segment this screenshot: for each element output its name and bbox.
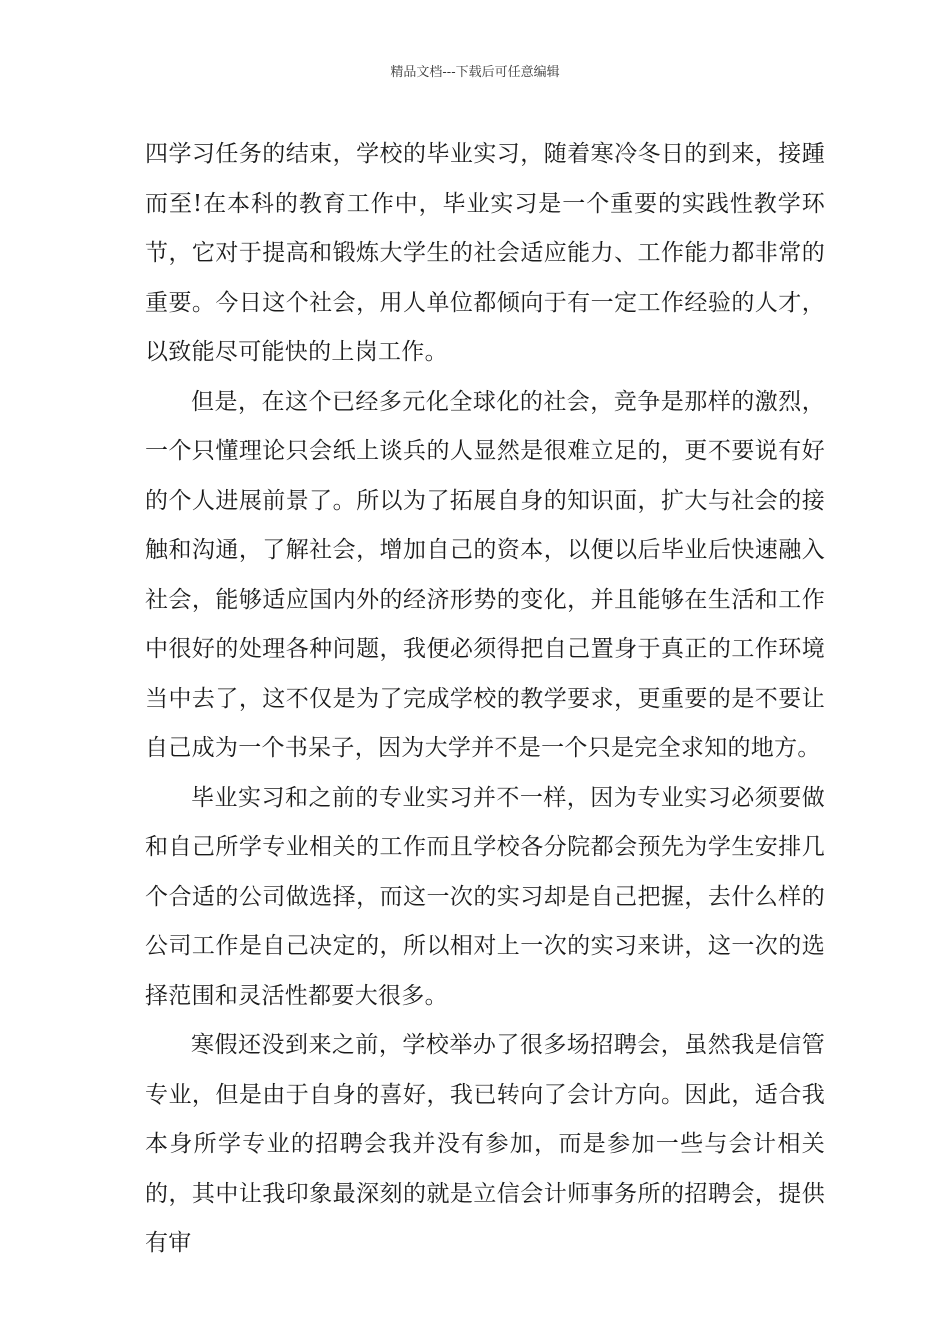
paragraph-4: 寒假还没到来之前，学校举办了很多场招聘会，虽然我是信管专业，但是由于自身的喜好，我已转向了会计方向。因此，适合我本身所学专业的招聘会我并没有参加，而是参加一些与会计相关的，其中让我印象最深刻的就是立信会计师事务所的招聘会，提供有审 [145,1032,825,1256]
paragraph-3: 毕业实习和之前的专业实习并不一样，因为专业实习必须要做和自己所学专业相关的工作而且学校各分院都会预先为学生安排几个合适的公司做选择，而这一次的实习却是自己把握，去什么样的公司工作是自己决定的，所以相对上一次的实习来讲，这一次的选择范围和灵活性都要大很多。 [145,784,825,1009]
paragraph-1: 四学习任务的结束，学校的毕业实习，随着寒冷冬日的到来，接踵而至!在本科的教育工作中，毕业实习是一个重要的实践性教学环节，它对于提高和锻炼大学生的社会适应能力、工作能力都非常的重要。今日这个社会，用人单位都倾向于有一定工作经验的人才，以致能尽可能快的上岗工作。 [145,141,825,365]
page-header: 精品文档---下载后可任意编辑 [390,65,560,80]
paragraph-2: 但是，在这个已经多元化全球化的社会，竞争是那样的激烈，一个只懂理论只会纸上谈兵的人显然是很难立足的，更不要说有好的个人进展前景了。所以为了拓展自身的知识面，扩大与社会的接触和沟通，了解社会，增加自己的资本，以便以后毕业后快速融入社会，能够适应国内外的经济形势的变化，并且能够在生活和工作中很好的处理各种问题，我便必须得把自己置身于真正的工作环境当中去了，这不仅是为了完成学校的教学要求，更重要的是不要让自己成为一个书呆子，因为大学并不是一个只是完全求知的地方。 [145,388,825,761]
document-body [145,130,825,1269]
